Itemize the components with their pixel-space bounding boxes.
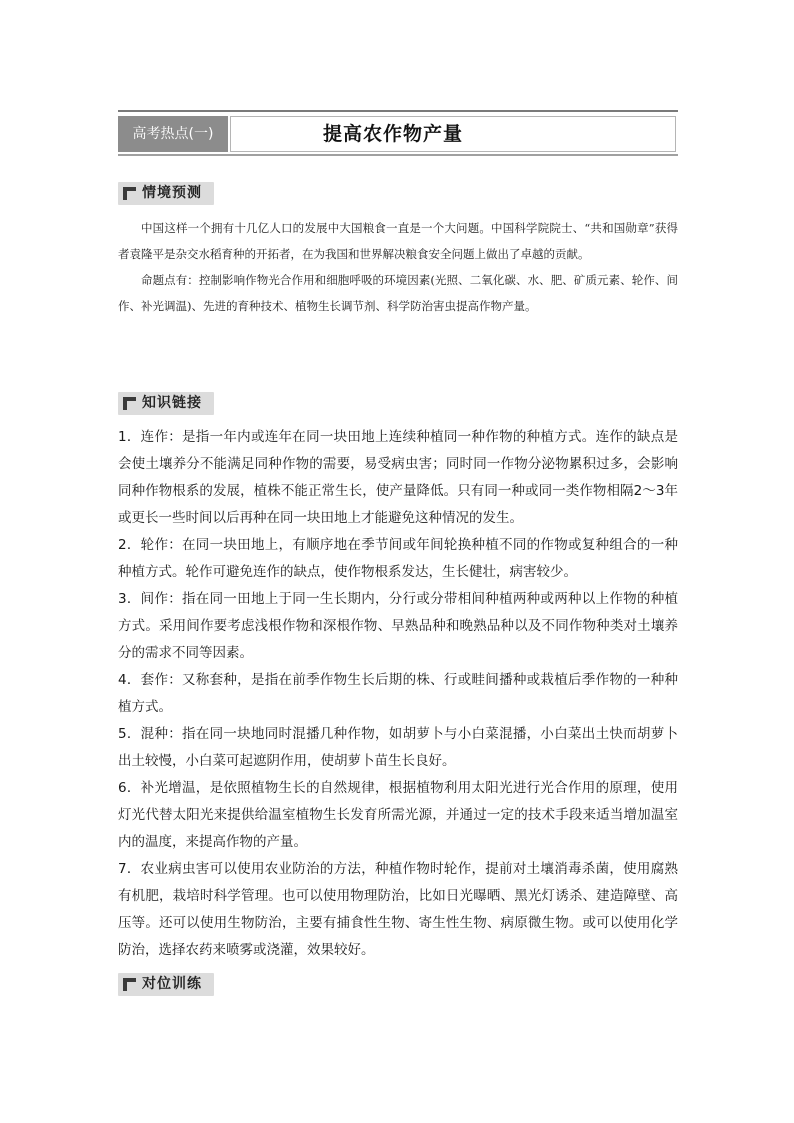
knowledge-item: 7．农业病虫害可以使用农业防治的方法，种植作物时轮作，提前对土壤消毒杀菌，使用腐熟有机肥，栽培时科学管理。也可以使用物理防治，比如日光曝晒、黑光灯诱杀、建造障壁、高压等。还可以使用生物防治，主要有捕食性生物、寄生性生物、病原微生物。或可以使用化学防治，选择农药来喷雾或浇灌，效果较好。 [118, 861, 678, 958]
header-tag: 高考热点(一) [118, 116, 228, 152]
header-top-rule [118, 110, 678, 112]
section-marker-icon [123, 978, 136, 991]
scenario-text [118, 215, 678, 319]
knowledge-item: 3．间作：指在同一田地上于同一生长期内，分行或分带相间种植两种或两种以上作物的种植方式。采用间作要考虑浅根作物和深根作物、早熟品种和晚熟品种以及不同作物种类对土壤养分的需求不同等因素。 [118, 591, 678, 661]
knowledge-item: 2．轮作：在同一块田地上，有顺序地在季节间或年间轮换种植不同的作物或复种组合的一种种植方式。轮作可避免连作的缺点，使作物根系发达，生长健壮，病害较少。 [118, 537, 678, 580]
knowledge-list [118, 424, 678, 964]
section-heading-label: 情境预测 [142, 185, 202, 201]
knowledge-item: 5．混种：指在同一块地同时混播几种作物，如胡萝卜与小白菜混播，小白菜出土快而胡萝卜出土较慢，小白菜可起遮阴作用，使胡萝卜苗生长良好。 [118, 726, 678, 769]
scenario-paragraph: 命题点有：控制影响作物光合作用和细胞呼吸的环境因素(光照、二氧化碳、水、肥、矿质元素、轮作、间作、补光调温)、先进的育种技术、植物生长调节剂、科学防治害虫提高作物产量。 [118, 273, 678, 313]
section-heading-label: 对位训练 [142, 976, 202, 992]
page-title: 提高农作物产量 [323, 123, 464, 145]
knowledge-item: 1．连作：是指一年内或连年在同一块田地上连续种植同一种作物的种植方式。连作的缺点是会使土壤养分不能满足同种作物的需要，易受病虫害；同时同一作物分泌物累积过多，会影响同种作物根系的发展，植株不能正常生长，使产量降低。只有同一种或同一类作物相隔2～3年或更长一些时间以后再种在同一块田地上才能避免这种情况的发生。 [118, 429, 678, 526]
section-heading-training [118, 973, 214, 996]
page-header [118, 110, 678, 156]
knowledge-item: 4．套作：又称套种，是指在前季作物生长后期的株、行或畦间播种或栽植后季作物的一种种植方式。 [118, 672, 678, 715]
scenario-paragraph: 中国这样一个拥有十几亿人口的发展中大国粮食一直是一个大问题。中国科学院院士、“共和国勋章”获得者袁隆平是杂交水稻育种的开拓者，在为我国和世界解决粮食安全问题上做出了卓越的贡献。 [118, 221, 678, 261]
section-heading-label: 知识链接 [142, 395, 202, 411]
section-marker-icon [123, 187, 136, 200]
header-bottom-rule [118, 154, 678, 156]
knowledge-item: 6．补光增温，是依照植物生长的自然规律，根据植物利用太阳光进行光合作用的原理，使用灯光代替太阳光来提供给温室植物生长发育所需光源，并通过一定的技术手段来适当增加温室内的温度，来提高作物的产量。 [118, 780, 678, 850]
section-heading-knowledge [118, 392, 214, 415]
section-marker-icon [123, 397, 136, 410]
section-heading-scenario [118, 182, 214, 205]
